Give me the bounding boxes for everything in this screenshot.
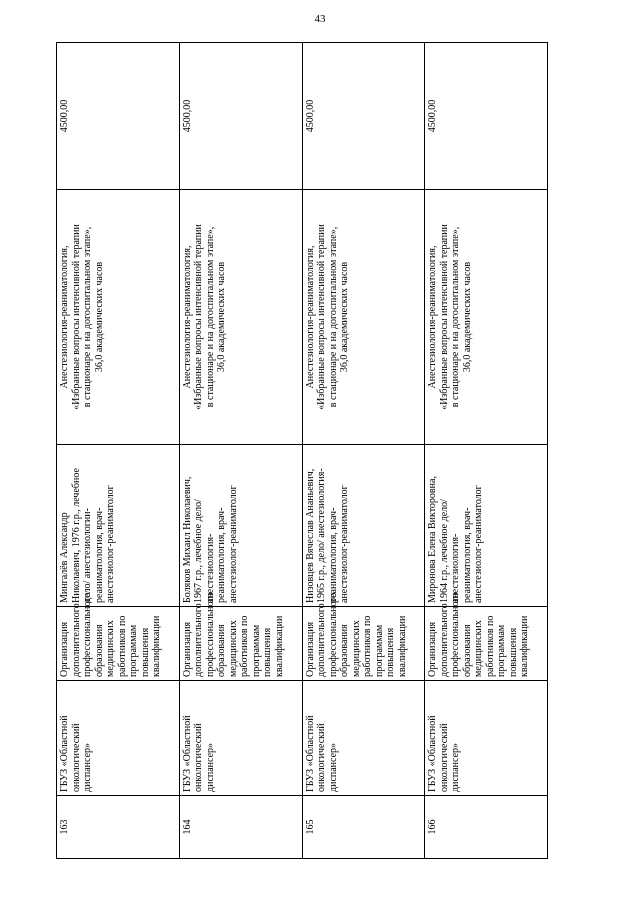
amount-cell: 4500,00 — [302, 43, 425, 190]
table-row — [57, 43, 180, 859]
course-cell: Анестезиология-реаниматология, «Избранные вопросы интенсивной терапии в стационаре и на догоспитальном этапе», 36,0 академических часов — [57, 190, 180, 445]
amount-cell: 4500,00 — [425, 43, 548, 190]
program-type-text: Организация дополнительного профессионального образования медицинских работников по программам повышения квалификации — [181, 592, 285, 677]
organization-cell: ГБУЗ «Областной онкологический диспансер» — [179, 681, 302, 796]
program-type-cell — [302, 592, 425, 681]
row-number: 165 — [302, 796, 425, 859]
organization-cell: ГБУЗ «Областной онкологический диспансер» — [57, 681, 180, 796]
program-type-cell — [179, 592, 302, 681]
amount-cell: 4500,00 — [57, 43, 180, 190]
program-type-text: Организация дополнительного профессионального образования медицинских работников по программам повышения квалификации — [59, 592, 162, 677]
table-row — [302, 43, 425, 859]
page-number: 43 — [314, 13, 326, 25]
amount-cell: 4500,00 — [179, 43, 302, 190]
person-cell: Боляков Михаил Николаевич, 1967 г.р., лечебное дело/ анестезиология- реаниматология, врач- анестезиолог-реаниматолог — [179, 445, 302, 607]
program-type-text: Организация дополнительного профессионального образования медицинских работников по программам повышения квалификации — [304, 592, 408, 677]
records-table — [56, 42, 548, 859]
row-number: 163 — [57, 796, 180, 859]
program-type-text: Организация дополнительного профессионального образования медицинских работников по программам повышения квалификации — [427, 592, 531, 677]
rotated-table-container — [56, 43, 548, 859]
table-row — [425, 43, 548, 859]
person-cell: Низовцев Вячеслав Ананьевич, 1965 г.р., дело/ анестезиология- реаниматология, врач- анестезиолог-реаниматолог — [302, 445, 425, 607]
course-cell: Анестезиология-реаниматология, «Избранные вопросы интенсивной терапии в стационаре и на догоспитальном этапе», 36,0 академических часов — [302, 190, 425, 445]
program-type-cell — [57, 592, 180, 681]
row-number: 164 — [179, 796, 302, 859]
table-row — [179, 43, 302, 859]
person-cell: Миронова Елена Викторовна, 1964 г.р., лечебное дело/ анестезиология- реаниматология, врач- анестезиолог-реаниматолог — [425, 445, 548, 607]
course-cell: Анестезиология-реаниматология, «Избранные вопросы интенсивной терапии в стационаре и на догоспитальном этапе», 36,0 академических часов — [179, 190, 302, 445]
course-cell: Анестезиология-реаниматология, «Избранные вопросы интенсивной терапии в стационаре и на догоспитальном этапе», 36,0 академических часов — [425, 190, 548, 445]
organization-cell: ГБУЗ «Областной онкологический диспансер» — [425, 681, 548, 796]
program-type-cell — [425, 592, 548, 681]
person-cell: Мингалёв Александр Николаевич, 1976 г.р., лечебное дело/ анестезиологии- реаниматология, врач- анестезиолог-реаниматолог — [57, 445, 180, 607]
table-viewport — [56, 43, 548, 859]
row-number: 166 — [425, 796, 548, 859]
organization-cell: ГБУЗ «Областной онкологический диспансер» — [302, 681, 425, 796]
